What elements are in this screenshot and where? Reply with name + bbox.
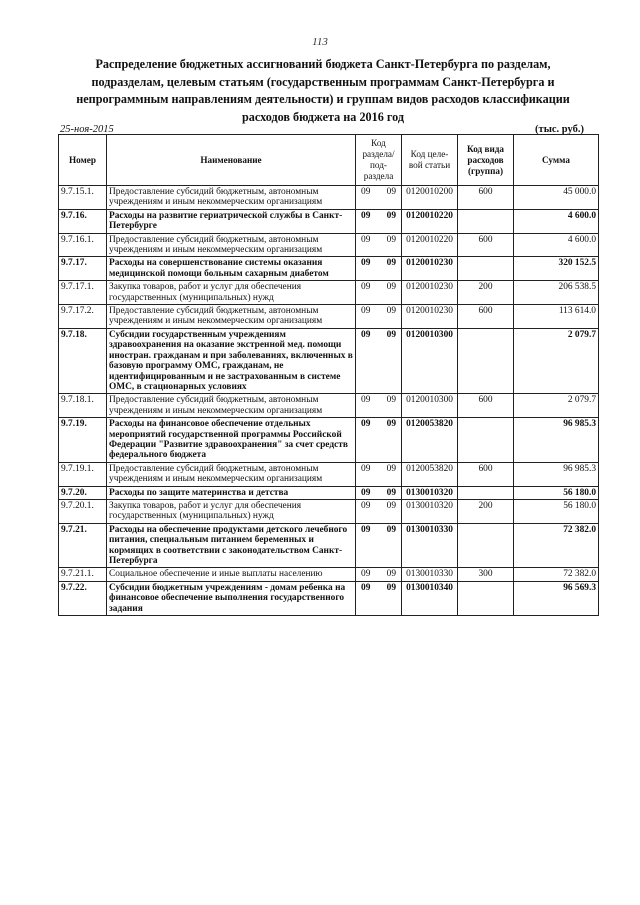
row-razdel: 09 <box>361 258 371 269</box>
row-article-code: 0120053820 <box>402 462 458 486</box>
row-article-code: 0120010220 <box>402 233 458 257</box>
row-article-code: 0130010340 <box>402 581 458 615</box>
table-row <box>59 209 599 233</box>
row-name: Предоставление субсидий бюджетным, автономным учреждениям и иным некоммерческим организациям <box>107 186 356 210</box>
row-podrazdel: 09 <box>386 524 396 535</box>
row-group-code: 600 <box>458 233 514 257</box>
table-row <box>59 281 599 305</box>
table-row <box>59 499 599 523</box>
row-section-code <box>356 328 402 393</box>
table-header-row <box>59 135 599 186</box>
document-title: Распределение бюджетных ассигнований бюджета Санкт-Петербурга по разделам, подразделам, целевым статьям (государственным программам Санкт-Петербурга и непрограммным направлениям деятельности) и группам видов расходов классификации расходов бюджета на 2016 год <box>76 57 570 124</box>
row-podrazdel: 09 <box>386 569 396 580</box>
row-article-code: 0120010300 <box>402 394 458 418</box>
row-group-code <box>458 209 514 233</box>
row-number: 9.7.18.1. <box>59 394 107 418</box>
row-number: 9.7.19. <box>59 418 107 463</box>
header-article-code: Код целе-вой статьи <box>402 135 458 186</box>
row-article-code: 0120010200 <box>402 186 458 210</box>
table-row <box>59 418 599 463</box>
row-article-code: 0130010330 <box>402 523 458 568</box>
row-section-code <box>356 581 402 615</box>
row-podrazdel: 09 <box>386 582 396 593</box>
row-article-code: 0130010330 <box>402 568 458 581</box>
row-number: 9.7.17. <box>59 257 107 281</box>
table-row <box>59 305 599 329</box>
row-razdel: 09 <box>361 306 371 317</box>
row-group-code <box>458 418 514 463</box>
row-podrazdel: 09 <box>386 329 396 340</box>
row-razdel: 09 <box>361 395 371 406</box>
row-sum: 96 569.3 <box>514 581 599 615</box>
row-name: Предоставление субсидий бюджетным, автономным учреждениям и иным некоммерческим организациям <box>107 305 356 329</box>
table-row <box>59 462 599 486</box>
row-podrazdel: 09 <box>386 258 396 269</box>
row-name: Социальное обеспечение и иные выплаты населению <box>107 568 356 581</box>
row-razdel: 09 <box>361 282 371 293</box>
row-section-code <box>356 523 402 568</box>
table-row <box>59 328 599 393</box>
row-number: 9.7.22. <box>59 581 107 615</box>
table-body <box>59 186 599 616</box>
row-sum: 4 600.0 <box>514 209 599 233</box>
row-article-code: 0120010230 <box>402 305 458 329</box>
row-razdel: 09 <box>361 329 371 340</box>
row-number: 9.7.18. <box>59 328 107 393</box>
row-group-code <box>458 257 514 281</box>
row-podrazdel: 09 <box>386 419 396 430</box>
table-row <box>59 486 599 499</box>
row-number: 9.7.21. <box>59 523 107 568</box>
row-sum: 56 180.0 <box>514 499 599 523</box>
row-section-code <box>356 418 402 463</box>
row-razdel: 09 <box>361 582 371 593</box>
row-number: 9.7.20. <box>59 486 107 499</box>
units-label: (тыс. руб.) <box>535 124 584 135</box>
row-name: Субсидии бюджетным учреждениям - домам ребенка на финансовое обеспечение выполнения государственного задания <box>107 581 356 615</box>
row-name: Предоставление субсидий бюджетным, автономным учреждениям и иным некоммерческим организациям <box>107 394 356 418</box>
table-row <box>59 394 599 418</box>
row-sum: 206 538.5 <box>514 281 599 305</box>
row-section-code <box>356 186 402 210</box>
row-group-code: 600 <box>458 305 514 329</box>
row-razdel: 09 <box>361 463 371 474</box>
row-sum: 4 600.0 <box>514 233 599 257</box>
table-row <box>59 581 599 615</box>
document-date: 25-ноя-2015 <box>60 124 114 135</box>
row-razdel: 09 <box>361 210 371 221</box>
row-name: Закупка товаров, работ и услуг для обеспечения государственных (муниципальных) нужд <box>107 499 356 523</box>
row-article-code: 0130010320 <box>402 499 458 523</box>
row-sum: 45 000.0 <box>514 186 599 210</box>
row-podrazdel: 09 <box>386 463 396 474</box>
row-name: Предоставление субсидий бюджетным, автономным учреждениям и иным некоммерческим организациям <box>107 462 356 486</box>
page-number: 113 <box>312 36 328 48</box>
row-section-code <box>356 568 402 581</box>
row-sum: 113 614.0 <box>514 305 599 329</box>
row-razdel: 09 <box>361 569 371 580</box>
row-article-code: 0120010300 <box>402 328 458 393</box>
row-article-code: 0120010220 <box>402 209 458 233</box>
row-group-code: 200 <box>458 499 514 523</box>
table-row <box>59 568 599 581</box>
row-razdel: 09 <box>361 234 371 245</box>
row-article-code: 0120053820 <box>402 418 458 463</box>
row-podrazdel: 09 <box>386 306 396 317</box>
header-section-code: Код раздела/ под-раздела <box>356 135 402 186</box>
row-group-code: 200 <box>458 281 514 305</box>
row-group-code <box>458 523 514 568</box>
row-name: Расходы на обеспечение продуктами детского лечебного питания, специальным питанием беременных и кормящих в соответствии с законодательством Санкт-Петербурга <box>107 523 356 568</box>
row-number: 9.7.15.1. <box>59 186 107 210</box>
row-section-code <box>356 394 402 418</box>
header-group-code: Код вида расходов (группа) <box>458 135 514 186</box>
row-group-code: 600 <box>458 462 514 486</box>
row-article-code: 0120010230 <box>402 257 458 281</box>
table-row <box>59 257 599 281</box>
row-name: Предоставление субсидий бюджетным, автономным учреждениям и иным некоммерческим организациям <box>107 233 356 257</box>
row-name: Расходы на развитие гериатрической службы в Санкт-Петербурге <box>107 209 356 233</box>
row-section-code <box>356 462 402 486</box>
row-group-code <box>458 328 514 393</box>
table-row <box>59 233 599 257</box>
row-section-code <box>356 257 402 281</box>
row-name: Расходы на совершенствование системы оказания медицинской помощи больным сахарным диабетом <box>107 257 356 281</box>
row-number: 9.7.17.2. <box>59 305 107 329</box>
row-group-code <box>458 581 514 615</box>
row-podrazdel: 09 <box>386 210 396 221</box>
row-podrazdel: 09 <box>386 234 396 245</box>
row-podrazdel: 09 <box>386 500 396 511</box>
header-number: Номер <box>59 135 107 186</box>
row-razdel: 09 <box>361 419 371 430</box>
row-podrazdel: 09 <box>386 282 396 293</box>
row-razdel: 09 <box>361 187 371 197</box>
row-section-code <box>356 305 402 329</box>
row-name: Закупка товаров, работ и услуг для обеспечения государственных (муниципальных) нужд <box>107 281 356 305</box>
header-name: Наименование <box>107 135 356 186</box>
row-section-code <box>356 209 402 233</box>
row-number: 9.7.21.1. <box>59 568 107 581</box>
row-number: 9.7.16.1. <box>59 233 107 257</box>
row-sum: 56 180.0 <box>514 486 599 499</box>
row-number: 9.7.19.1. <box>59 462 107 486</box>
row-razdel: 09 <box>361 524 371 535</box>
row-name: Расходы по защите материнства и детства <box>107 486 356 499</box>
row-section-code <box>356 281 402 305</box>
row-sum: 72 382.0 <box>514 568 599 581</box>
row-sum: 96 985.3 <box>514 462 599 486</box>
table-row <box>59 186 599 210</box>
budget-table <box>58 134 599 616</box>
row-sum: 2 079.7 <box>514 394 599 418</box>
row-number: 9.7.17.1. <box>59 281 107 305</box>
row-section-code <box>356 233 402 257</box>
row-razdel: 09 <box>361 487 371 498</box>
row-group-code <box>458 486 514 499</box>
row-razdel: 09 <box>361 500 371 511</box>
row-group-code: 300 <box>458 568 514 581</box>
row-article-code: 0120010230 <box>402 281 458 305</box>
row-podrazdel: 09 <box>386 187 396 197</box>
row-group-code: 600 <box>458 394 514 418</box>
row-podrazdel: 09 <box>386 487 396 498</box>
row-section-code <box>356 486 402 499</box>
row-section-code <box>356 499 402 523</box>
row-number: 9.7.20.1. <box>59 499 107 523</box>
row-sum: 320 152.5 <box>514 257 599 281</box>
row-name: Расходы на финансовое обеспечение отдельных мероприятий государственной программы Российской Федерации "Развитие здравоохранения" за счет средств федерального бюджета <box>107 418 356 463</box>
row-sum: 96 985.3 <box>514 418 599 463</box>
row-article-code: 0130010320 <box>402 486 458 499</box>
header-sum: Сумма <box>514 135 599 186</box>
row-group-code: 600 <box>458 186 514 210</box>
row-sum: 72 382.0 <box>514 523 599 568</box>
row-podrazdel: 09 <box>386 395 396 406</box>
row-sum: 2 079.7 <box>514 328 599 393</box>
row-number: 9.7.16. <box>59 209 107 233</box>
table-row <box>59 523 599 568</box>
row-name: Субсидии государственным учреждениям здравоохранения на оказание экстренной мед. помощи иностран. гражданам и при заболеваниях, включенных в базовую программу ОМС, гражданам, не идентифицированным и не застрахованным в системе ОМС, в стационарных условиях <box>107 328 356 393</box>
